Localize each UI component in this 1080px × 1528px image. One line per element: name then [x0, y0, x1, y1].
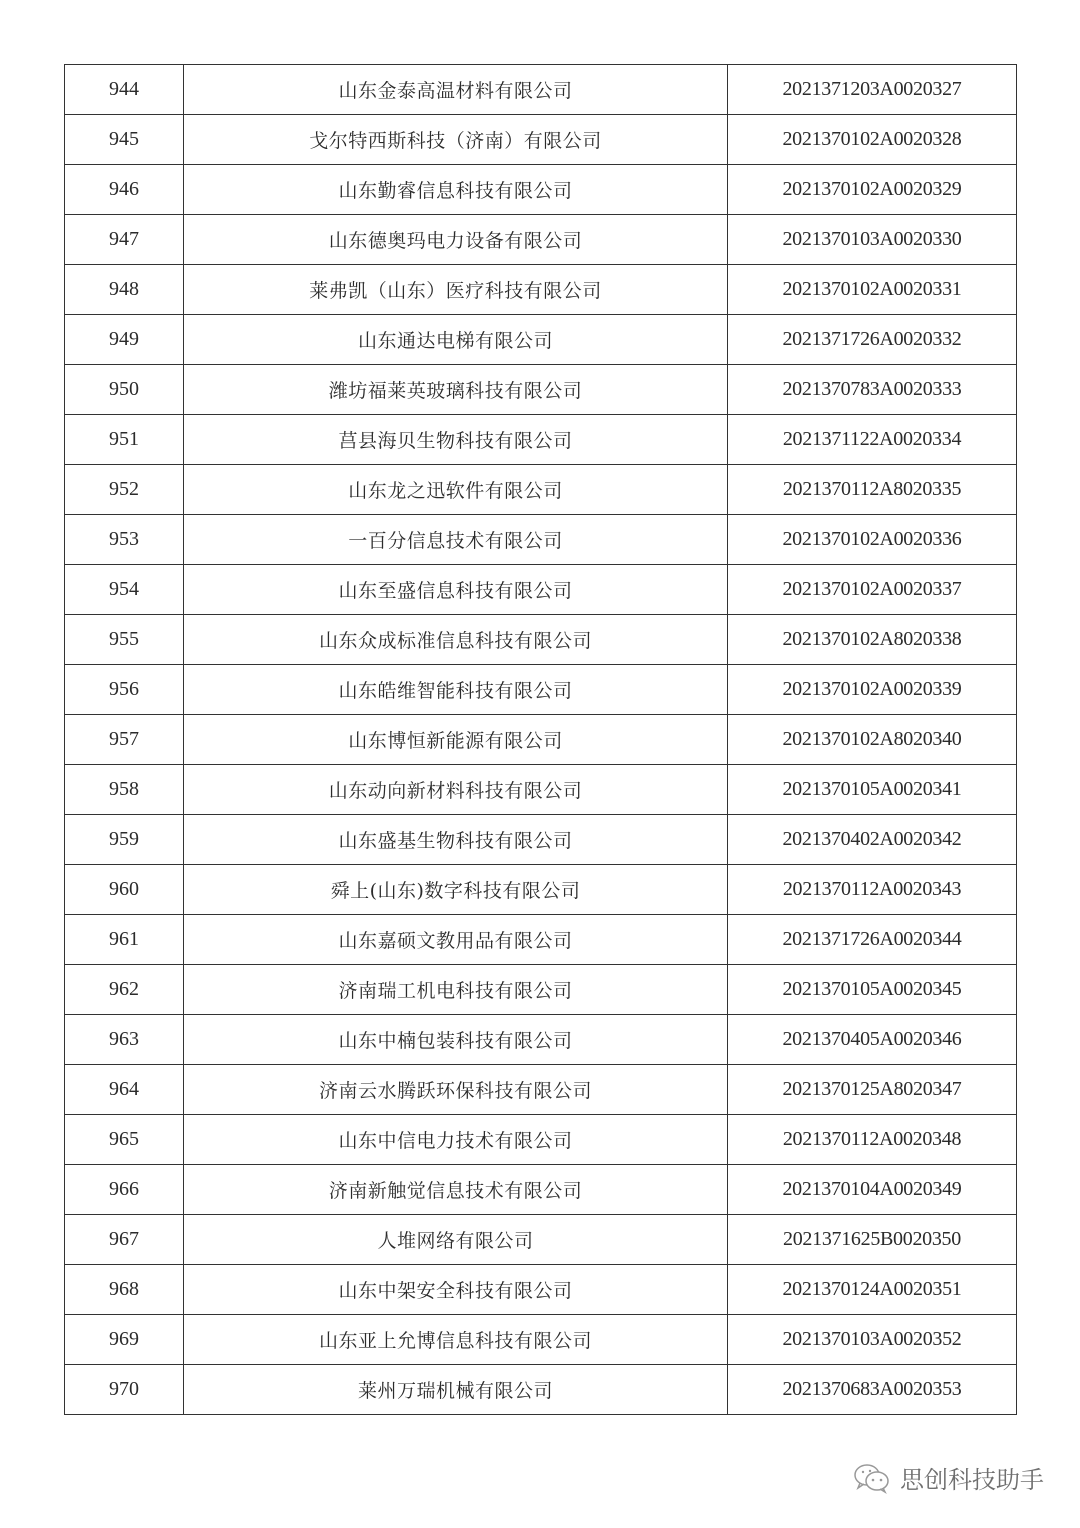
table-row — [65, 315, 1017, 365]
row-number-cell: 963 — [65, 1015, 184, 1065]
wechat-icon — [852, 1462, 892, 1494]
company-name-cell: 山东动向新材料科技有限公司 — [184, 765, 728, 815]
registration-code-cell: 2021370102A0020337 — [728, 565, 1017, 615]
registration-code-cell: 2021371122A0020334 — [728, 415, 1017, 465]
company-name-cell: 莱弗凯（山东）医疗科技有限公司 — [184, 265, 728, 315]
registration-code-cell: 2021370124A0020351 — [728, 1265, 1017, 1315]
row-number-cell: 950 — [65, 365, 184, 415]
table-row — [65, 915, 1017, 965]
table-row — [65, 1365, 1017, 1415]
registration-code-cell: 2021371726A0020332 — [728, 315, 1017, 365]
row-number-cell: 958 — [65, 765, 184, 815]
company-name-cell: 山东中楠包装科技有限公司 — [184, 1015, 728, 1065]
row-number-cell: 970 — [65, 1365, 184, 1415]
registration-code-cell: 2021370105A0020341 — [728, 765, 1017, 815]
table-row — [65, 415, 1017, 465]
table-row — [65, 65, 1017, 115]
company-name-cell: 戈尔特西斯科技（济南）有限公司 — [184, 115, 728, 165]
row-number-cell: 959 — [65, 815, 184, 865]
row-number-cell: 955 — [65, 615, 184, 665]
row-number-cell: 949 — [65, 315, 184, 365]
table-row — [65, 165, 1017, 215]
registration-code-cell: 2021370112A0020343 — [728, 865, 1017, 915]
row-number-cell: 956 — [65, 665, 184, 715]
watermark-text: 思创科技助手 — [900, 1466, 1044, 1494]
company-name-cell: 莒县海贝生物科技有限公司 — [184, 415, 728, 465]
table-row — [65, 865, 1017, 915]
registration-code-cell: 2021371726A0020344 — [728, 915, 1017, 965]
table-row — [65, 565, 1017, 615]
row-number-cell: 957 — [65, 715, 184, 765]
row-number-cell: 962 — [65, 965, 184, 1015]
table-row — [65, 815, 1017, 865]
row-number-cell: 948 — [65, 265, 184, 315]
table-row — [65, 1115, 1017, 1165]
row-number-cell: 968 — [65, 1265, 184, 1315]
registration-code-cell: 2021371625B0020350 — [728, 1215, 1017, 1265]
company-name-cell: 山东嘉硕文教用品有限公司 — [184, 915, 728, 965]
table-row — [65, 965, 1017, 1015]
registration-code-cell: 2021370405A0020346 — [728, 1015, 1017, 1065]
row-number-cell: 944 — [65, 65, 184, 115]
row-number-cell: 965 — [65, 1115, 184, 1165]
row-number-cell: 953 — [65, 515, 184, 565]
registration-code-cell: 2021371203A0020327 — [728, 65, 1017, 115]
company-name-cell: 济南云水腾跃环保科技有限公司 — [184, 1065, 728, 1115]
row-number-cell: 960 — [65, 865, 184, 915]
table-row — [65, 1015, 1017, 1065]
registration-code-cell: 2021370102A0020331 — [728, 265, 1017, 315]
company-name-cell: 山东中信电力技术有限公司 — [184, 1115, 728, 1165]
company-name-cell: 山东皓维智能科技有限公司 — [184, 665, 728, 715]
registration-code-cell: 2021370104A0020349 — [728, 1165, 1017, 1215]
row-number-cell: 969 — [65, 1315, 184, 1365]
table-row — [65, 465, 1017, 515]
row-number-cell: 961 — [65, 915, 184, 965]
company-name-cell: 舜上(山东)数字科技有限公司 — [184, 865, 728, 915]
registration-code-cell: 2021370102A8020338 — [728, 615, 1017, 665]
table-row — [65, 215, 1017, 265]
table-row — [65, 515, 1017, 565]
company-name-cell: 山东勤睿信息科技有限公司 — [184, 165, 728, 215]
table-row — [65, 115, 1017, 165]
registration-code-cell: 2021370102A0020329 — [728, 165, 1017, 215]
company-name-cell: 山东金泰高温材料有限公司 — [184, 65, 728, 115]
table-row — [65, 665, 1017, 715]
row-number-cell: 952 — [65, 465, 184, 515]
table-row — [65, 1215, 1017, 1265]
company-name-cell: 潍坊福莱英玻璃科技有限公司 — [184, 365, 728, 415]
row-number-cell: 964 — [65, 1065, 184, 1115]
row-number-cell: 954 — [65, 565, 184, 615]
table-body — [65, 65, 1017, 1415]
row-number-cell: 946 — [65, 165, 184, 215]
company-name-cell: 人堆网络有限公司 — [184, 1215, 728, 1265]
company-name-cell: 一百分信息技术有限公司 — [184, 515, 728, 565]
company-name-cell: 山东龙之迅软件有限公司 — [184, 465, 728, 515]
registration-code-cell: 2021370102A0020328 — [728, 115, 1017, 165]
table-row — [65, 365, 1017, 415]
company-name-cell: 山东众成标准信息科技有限公司 — [184, 615, 728, 665]
company-name-cell: 山东德奥玛电力设备有限公司 — [184, 215, 728, 265]
row-number-cell: 951 — [65, 415, 184, 465]
table-row — [65, 1315, 1017, 1365]
table-row — [65, 1265, 1017, 1315]
company-registry-table-container — [64, 64, 1015, 1415]
table-row — [65, 265, 1017, 315]
table-row — [65, 1165, 1017, 1215]
row-number-cell: 947 — [65, 215, 184, 265]
registration-code-cell: 2021370103A0020330 — [728, 215, 1017, 265]
company-name-cell: 济南新触觉信息技术有限公司 — [184, 1165, 728, 1215]
registration-code-cell: 2021370112A8020335 — [728, 465, 1017, 515]
row-number-cell: 967 — [65, 1215, 184, 1265]
company-name-cell: 济南瑞工机电科技有限公司 — [184, 965, 728, 1015]
company-name-cell: 莱州万瑞机械有限公司 — [184, 1365, 728, 1415]
registration-code-cell: 2021370112A0020348 — [728, 1115, 1017, 1165]
registration-code-cell: 2021370683A0020353 — [728, 1365, 1017, 1415]
registration-code-cell: 2021370402A0020342 — [728, 815, 1017, 865]
table-row — [65, 615, 1017, 665]
registration-code-cell: 2021370102A0020339 — [728, 665, 1017, 715]
row-number-cell: 945 — [65, 115, 184, 165]
table-row — [65, 715, 1017, 765]
registration-code-cell: 2021370102A0020336 — [728, 515, 1017, 565]
company-registry-table — [64, 64, 1017, 1415]
company-name-cell: 山东至盛信息科技有限公司 — [184, 565, 728, 615]
company-name-cell: 山东中架安全科技有限公司 — [184, 1265, 728, 1315]
registration-code-cell: 2021370783A0020333 — [728, 365, 1017, 415]
company-name-cell: 山东盛基生物科技有限公司 — [184, 815, 728, 865]
table-row — [65, 765, 1017, 815]
company-name-cell: 山东通达电梯有限公司 — [184, 315, 728, 365]
table-row — [65, 1065, 1017, 1115]
registration-code-cell: 2021370125A8020347 — [728, 1065, 1017, 1115]
registration-code-cell: 2021370103A0020352 — [728, 1315, 1017, 1365]
company-name-cell: 山东博恒新能源有限公司 — [184, 715, 728, 765]
company-name-cell: 山东亚上允博信息科技有限公司 — [184, 1315, 728, 1365]
watermark — [852, 1460, 1044, 1495]
registration-code-cell: 2021370105A0020345 — [728, 965, 1017, 1015]
registration-code-cell: 2021370102A8020340 — [728, 715, 1017, 765]
row-number-cell: 966 — [65, 1165, 184, 1215]
